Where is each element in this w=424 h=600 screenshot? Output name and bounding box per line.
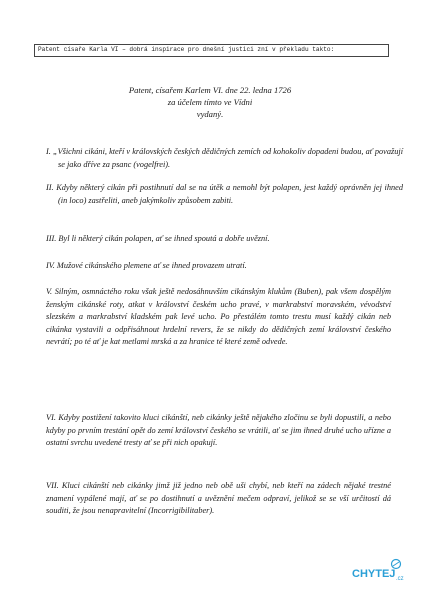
logo-suffix: .cz [396, 576, 404, 582]
paragraph-6: VI. Kdyby postižení takovito kluci cikánští, neb cikánky ještě nějakého zločinu se byli dopustili, a nebo kdyby po prvním trestání opět do zemí království českého se vrátili, ať se jim ihned druhé ucho uřízne a ostatní svrchu uvedené tresty ať se při nich opakují. [46, 413, 391, 447]
title-line-2: za účelem tímto ve Vídni [167, 97, 253, 107]
chytej-logo[interactable] [350, 556, 416, 586]
paragraph-3: III. Byl li některý cikán polapen, ať se ihned spoutá a dobře uvězní. [46, 234, 270, 243]
document-title [60, 84, 360, 120]
paragraph-2: II. Kdyby některý cikán při postihnutí dal se na útěk a nemohl být polapen, jest každý oprávněn jej ihned (in loco) zastřeliti, aneb jakýmkoliv způsobem zabiti. [46, 183, 403, 205]
paragraph-5: V. Silným, osmnáctého roku však ještě nedosáhnuvším cikánským klukům (Buben), pak všem dospělým ženským cikánské roty, atkat v království českém ucho pravé, v markrabství moravském, vévodství slezském a markrabství kladském pak levé ucho. Po přestálém tomto trestu musí každý cikán neb cikánka vystavili a odpřisáhnout hrdelní revers, že se nikdy do dědičných zemí království českého nevrátí; po té ať je kat metlami mrská a za hranice té které země odvede. [46, 287, 391, 346]
logo-text: CHYTEJ [352, 568, 396, 580]
title-line-1: Patent, císařem Karlem VI. dne 22. ledna 1726 [128, 85, 292, 95]
title-line-3: vydaný. [196, 109, 224, 119]
intro-note-box: Patent císaře Karla VI – dobrá inspirace pro dnešní justici zní v překladu takto: [34, 44, 389, 57]
paragraph-1: I. „Všichni cikáni, kteří v královských českých dědičných zemích od kohokoliv dopadeni budou, ať považují se jako dříve za psanc (vogelfrei). [46, 147, 403, 169]
paragraph-7: VII. Kluci cikánští neb cikánky jimž již jedno neb obě uši chybí, neb kteří na zádech nějaké trestné znamení vypálené mají, ať se po dostihnutí a uvěznění mečem odpraví, jelikož se se vší určitostí dá souditi, že jsou nenapravitelní (Incorrigibilitaber). [46, 481, 391, 515]
paragraph-4: IV. Mužové cikánského plemene ať se ihned provazem utratí. [46, 261, 247, 270]
